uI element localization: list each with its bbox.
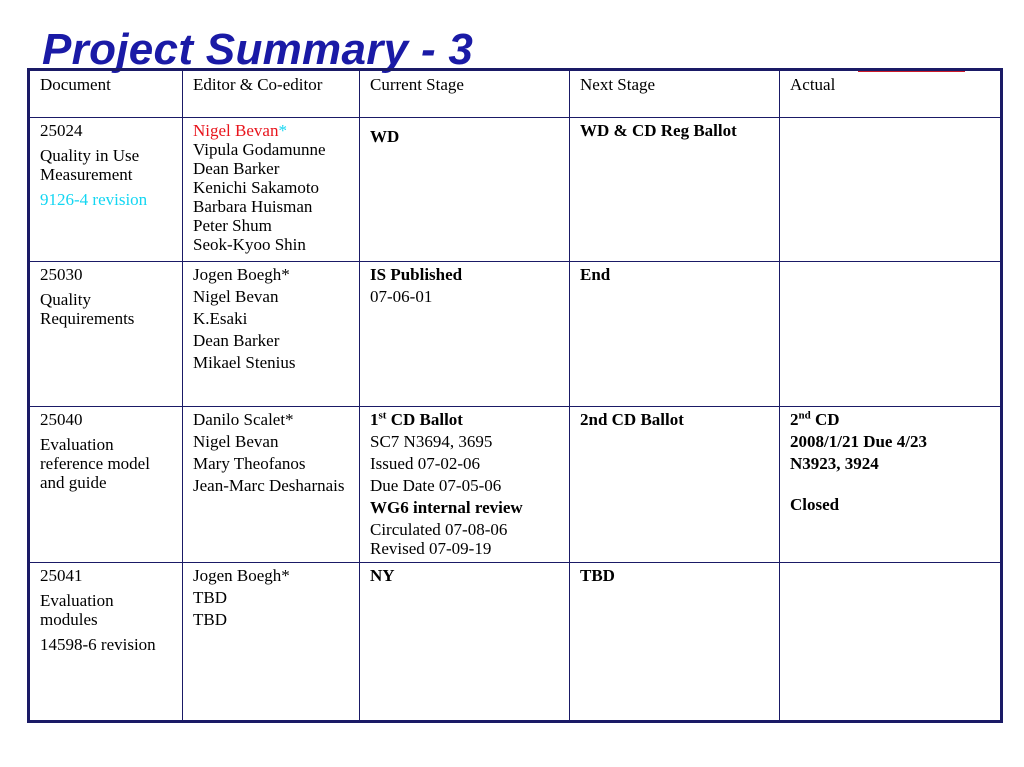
actual-blank-line: [790, 473, 992, 492]
cell-actual: [780, 262, 1002, 407]
table-header-row: [29, 70, 1002, 118]
coeditor: Seok-Kyoo Shin: [193, 235, 306, 254]
ballot-ordinal-number: 1: [370, 410, 379, 429]
next-stage-value: TBD: [580, 566, 615, 585]
cell-current-stage: [360, 407, 570, 563]
coeditor: Barbara Huisman: [193, 197, 313, 216]
cell-actual: [780, 118, 1002, 262]
next-stage-value: WD & CD Reg Ballot: [580, 121, 737, 140]
next-stage-value: End: [580, 265, 611, 284]
current-stage-revised: Revised 07-09-19: [370, 539, 492, 558]
cell-current-stage: [360, 563, 570, 722]
document-title: Evaluation reference model and guide: [40, 435, 150, 492]
document-note: 14598-6 revision: [40, 635, 156, 654]
document-title: Quality Requirements: [40, 290, 135, 328]
current-stage-ballot: [370, 410, 561, 429]
column-header-editors: Editor & Co-editor: [183, 70, 360, 118]
ballot-ordinal-suffix: st: [378, 409, 387, 422]
document-id: 25024: [40, 121, 83, 140]
coeditor: Dean Barker: [193, 159, 280, 178]
table-row-25024: [29, 118, 1002, 262]
current-stage-due: Due Date 07-05-06: [370, 476, 502, 495]
cell-editors: [183, 407, 360, 563]
editor: Mikael Stenius: [193, 353, 296, 372]
lead-editor: [193, 121, 351, 140]
coeditor: Vipula Godamunne: [193, 140, 326, 159]
cell-actual: [780, 407, 1002, 563]
column-header-next-stage: Next Stage: [570, 70, 780, 118]
actual-references: N3923, 3924: [790, 454, 879, 473]
editor: Jogen Boegh*: [193, 566, 290, 585]
table-row-25030: [29, 262, 1002, 407]
editor: Danilo Scalet*: [193, 410, 294, 429]
cell-actual: [780, 563, 1002, 722]
cell-editors: [183, 563, 360, 722]
column-header-document: Document: [29, 70, 183, 118]
document-id: 25041: [40, 566, 83, 585]
cell-next-stage: [570, 262, 780, 407]
editor: Nigel Bevan: [193, 432, 279, 451]
coeditor: Peter Shum: [193, 216, 272, 235]
editor: Jean-Marc Desharnais: [193, 476, 345, 495]
cell-current-stage: [360, 262, 570, 407]
editor: Mary Theofanos: [193, 454, 306, 473]
next-stage-value: 2nd CD Ballot: [580, 410, 684, 429]
actual-ordinal-number: 2: [790, 410, 799, 429]
table-row-25041: [29, 563, 1002, 722]
editor: Nigel Bevan: [193, 287, 279, 306]
actual-status: Closed: [790, 495, 840, 514]
column-header-actual: Actual: [780, 70, 1002, 118]
document-title: Quality in Use Measurement: [40, 146, 140, 184]
editor: TBD: [193, 610, 227, 629]
editor: TBD: [193, 588, 227, 607]
current-stage-circulated: Circulated 07-08-06: [370, 520, 508, 539]
slide-title: Project Summary - 3: [42, 25, 474, 74]
project-summary-table: [27, 68, 1003, 723]
editor: K.Esaki: [193, 309, 248, 328]
cell-current-stage: [360, 118, 570, 262]
actual-dates: 2008/1/21 Due 4/23: [790, 432, 927, 451]
document-id: 25030: [40, 265, 83, 284]
current-stage-issued: Issued 07-02-06: [370, 454, 481, 473]
cell-document: [29, 563, 183, 722]
document-id: 25040: [40, 410, 83, 429]
table-row-25040: [29, 407, 1002, 563]
current-stage-reference: SC7 N3694, 3695: [370, 432, 493, 451]
editor: Jogen Boegh*: [193, 265, 290, 284]
current-stage-status: IS Published: [370, 265, 463, 284]
cell-next-stage: [570, 563, 780, 722]
cell-document: [29, 407, 183, 563]
actual-stage: [790, 410, 992, 429]
current-stage-value: WD: [370, 127, 400, 146]
lead-editor-name: Nigel Bevan: [193, 121, 279, 140]
cell-next-stage: [570, 407, 780, 563]
document-title: Evaluation modules: [40, 591, 114, 629]
cell-document: [29, 262, 183, 407]
current-stage-review: WG6 internal review: [370, 498, 523, 517]
actual-ordinal-suffix: nd: [798, 409, 811, 422]
editor: Dean Barker: [193, 331, 280, 350]
cell-document: [29, 118, 183, 262]
ballot-text: CD Ballot: [390, 410, 463, 429]
current-stage-date: 07-06-01: [370, 287, 433, 306]
column-header-current-stage: Current Stage: [360, 70, 570, 118]
cell-editors: [183, 262, 360, 407]
lead-editor-marker: *: [278, 121, 287, 140]
document-note: 9126-4 revision: [40, 190, 148, 209]
actual-stage-text: CD: [815, 410, 840, 429]
cell-editors: [183, 118, 360, 262]
cell-next-stage: [570, 118, 780, 262]
coeditor: Kenichi Sakamoto: [193, 178, 320, 197]
current-stage-value: NY: [370, 566, 395, 585]
